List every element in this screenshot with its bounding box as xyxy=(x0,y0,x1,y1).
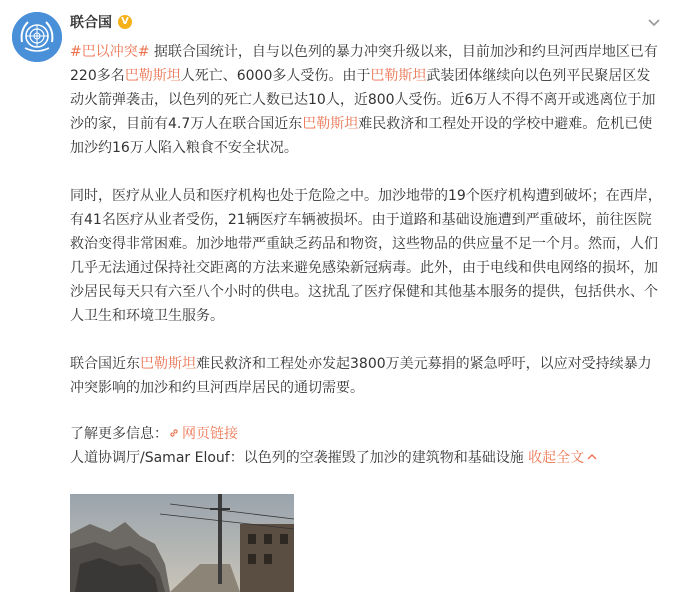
destroyed-street-photo xyxy=(70,494,294,592)
un-emblem-icon xyxy=(12,12,62,62)
text-span: 联合国近东 xyxy=(70,356,140,372)
learn-more-label: 了解更多信息： xyxy=(70,426,168,442)
topic-link[interactable]: #巴以冲突# xyxy=(70,44,150,60)
user-name[interactable]: 联合国 xyxy=(70,15,112,31)
collapse-button[interactable] xyxy=(528,450,598,466)
chevron-down-icon[interactable] xyxy=(646,14,662,30)
text-span: 难民救济和工程处亦发起3800万美元募捐的紧急呼吁，以应对受持续暴力冲突影响的加沙和约旦河西岸居民的通切需要。 xyxy=(70,356,652,396)
highlight-keyword[interactable]: 巴勒斯坦 xyxy=(302,116,359,132)
photo-credit-line xyxy=(70,446,662,470)
avatar[interactable] xyxy=(12,12,62,62)
collapse-label: 收起全文 xyxy=(528,450,585,466)
paragraph-1 xyxy=(70,40,662,160)
text-span: 难民救济和工程处开设的学校中避难。危机已使加沙约16万人陷入粮食不安全状况。 xyxy=(70,116,653,156)
web-link[interactable] xyxy=(168,426,238,442)
highlight-keyword[interactable]: 巴勒斯坦 xyxy=(124,68,181,84)
highlight-keyword[interactable]: 巴勒斯坦 xyxy=(140,356,196,372)
post-header xyxy=(70,12,132,32)
paragraph-3 xyxy=(70,352,662,400)
link-icon xyxy=(168,427,180,439)
text-span: 人死亡、6000多人受伤。由于 xyxy=(180,68,371,84)
text-span: 武装团体继续向以色列平民聚居区发动火箭弹袭击，以色列的死亡人数已达10人，近800人受伤。近6万人不得不离开或逃离位于加沙的家，目前有4.7万人在联合国近东 xyxy=(70,68,656,132)
learn-more-line xyxy=(70,422,662,446)
paragraph-2: 同时，医疗从业人员和医疗机构也处于危险之中。加沙地带的19个医疗机构遭到破坏；在西岸，有41名医疗从业者受伤，21辆医疗车辆被损坏。由于道路和基础设施遭到严重破坏，前往医院救治变得非常困难。加沙地带严重缺乏药品和物资，这些物品的供应量不足一个月。然而，人们几乎无法通过保持社交距离的方法来避免感染新冠病毒。此外，由于电线和供电网络的损坏，加沙居民每天只有六至八个小时的供电。这扰乱了医疗保健和其他基本服务的提供，包括供水、个人卫生和环境卫生服务。 xyxy=(70,188,662,324)
post-image[interactable] xyxy=(70,494,294,592)
highlight-keyword[interactable]: 巴勒斯坦 xyxy=(370,68,427,84)
web-link-label: 网页链接 xyxy=(182,426,238,442)
post-content xyxy=(70,40,662,470)
verified-icon: V xyxy=(118,15,132,29)
chevron-up-icon xyxy=(586,451,598,463)
photo-credit: 人道协调厅/Samar Elouf：以色列的空袭摧毁了加沙的建筑物和基础设施 xyxy=(70,450,524,466)
text-span: 据联合国统计，自与以色列的暴力冲突升级以来，目前加沙和约旦河西岸地区已有220多名 xyxy=(70,44,658,84)
